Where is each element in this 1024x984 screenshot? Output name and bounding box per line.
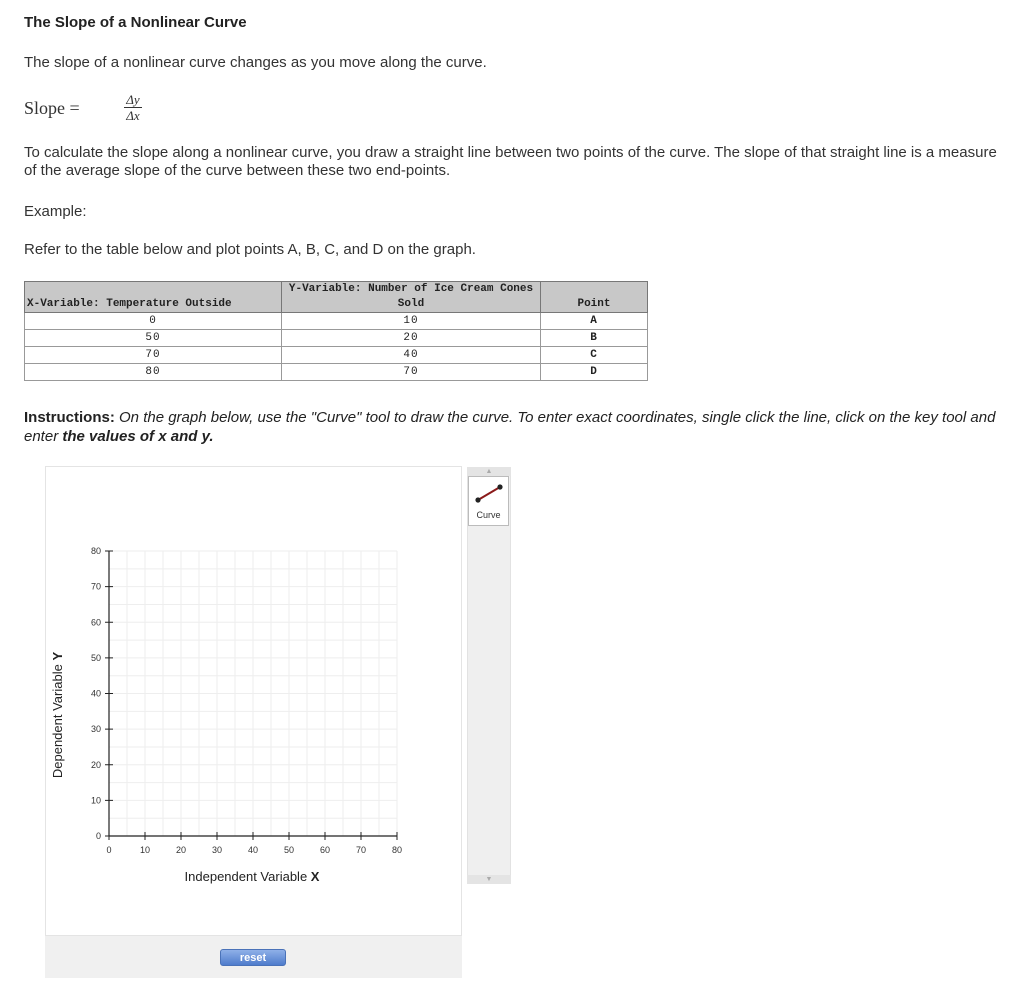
x-tick-label: 30 bbox=[211, 845, 223, 855]
x-tick-label: 70 bbox=[355, 845, 367, 855]
y-axis-label bbox=[50, 652, 65, 779]
table-header-x: X-Variable: Temperature Outside bbox=[25, 282, 282, 313]
intro-text: The slope of a nonlinear curve changes as you move along the curve. bbox=[24, 54, 487, 71]
curve-tool-label: Curve bbox=[476, 510, 501, 520]
x-tick-label: 10 bbox=[139, 845, 151, 855]
instructions-text: On the graph below, use the "Curve" tool to draw the curve. To enter exact coordinates, single click the line, click on the key tool and enter bbox=[24, 409, 996, 445]
table-header-y: Y-Variable: Number of Ice Cream Cones Sold bbox=[282, 282, 541, 313]
table-row bbox=[25, 364, 648, 381]
explanation-text: To calculate the slope along a nonlinear curve, you draw a straight line between two points of the curve. The slope of that straight line is a measure of the average slope of the curve between these two end-points. bbox=[24, 144, 997, 179]
table-cell-x: 0 bbox=[25, 313, 282, 330]
reset-button[interactable]: reset bbox=[220, 949, 286, 966]
table-cell-point: B bbox=[541, 330, 648, 347]
table-header-row bbox=[25, 282, 648, 313]
x-tick-label: 50 bbox=[283, 845, 295, 855]
table-cell-point: C bbox=[541, 347, 648, 364]
table-row bbox=[25, 347, 648, 364]
x-axis-label-text: Independent Variable bbox=[184, 869, 308, 884]
y-tick-label: 70 bbox=[90, 581, 101, 592]
table-cell-y: 70 bbox=[282, 364, 541, 381]
y-tick-label: 30 bbox=[90, 724, 101, 735]
instructions bbox=[24, 408, 999, 446]
x-tick-label: 80 bbox=[391, 845, 403, 855]
table-cell-y: 40 bbox=[282, 347, 541, 364]
formula-denominator: Δx bbox=[126, 108, 140, 123]
x-tick-label: 40 bbox=[247, 845, 259, 855]
x-tick-label: 60 bbox=[319, 845, 331, 855]
table-cell-x: 50 bbox=[25, 330, 282, 347]
page-title: The Slope of a Nonlinear Curve bbox=[24, 14, 247, 31]
curve-tool-button[interactable] bbox=[468, 476, 509, 526]
y-axis-label-text: Dependent Variable bbox=[50, 664, 65, 779]
formula-numerator: Δy bbox=[126, 92, 140, 107]
y-tick-label: 20 bbox=[90, 759, 101, 770]
table-cell-x: 80 bbox=[25, 364, 282, 381]
x-axis-label bbox=[185, 869, 320, 884]
data-table bbox=[24, 281, 648, 381]
x-tick-label: 20 bbox=[175, 845, 187, 855]
tool-palette bbox=[467, 467, 511, 883]
instructions-bold-end: the values of x and y. bbox=[62, 428, 214, 445]
x-tick-label: 0 bbox=[106, 845, 112, 855]
y-tick-label: 40 bbox=[90, 688, 101, 699]
toolbar-scroll-down-icon[interactable]: ▼ bbox=[467, 875, 511, 884]
formula-fraction bbox=[124, 92, 142, 123]
chart-ticks bbox=[91, 546, 402, 855]
toolbar-scroll-up-icon[interactable]: ▲ bbox=[467, 467, 511, 476]
table-cell-point: A bbox=[541, 313, 648, 330]
y-tick-label: 0 bbox=[95, 831, 101, 841]
x-axis-label-bold: X bbox=[310, 869, 320, 884]
y-tick-label: 50 bbox=[90, 652, 101, 663]
table-cell-y: 10 bbox=[282, 313, 541, 330]
example-label: Example: bbox=[24, 203, 87, 220]
table-header-point: Point bbox=[541, 282, 648, 313]
formula-label: Slope = bbox=[24, 98, 80, 118]
curve-tool-icon bbox=[469, 477, 508, 509]
table-row bbox=[25, 330, 648, 347]
table-cell-point: D bbox=[541, 364, 648, 381]
table-cell-y: 20 bbox=[282, 330, 541, 347]
y-tick-label: 60 bbox=[90, 617, 101, 628]
instructions-label: Instructions: bbox=[24, 409, 115, 426]
y-axis-label-bold: Y bbox=[50, 651, 65, 661]
table-cell-x: 70 bbox=[25, 347, 282, 364]
table-row bbox=[25, 313, 648, 330]
graph-chart[interactable] bbox=[45, 530, 462, 890]
y-tick-label: 80 bbox=[90, 546, 101, 556]
chart-grid bbox=[109, 551, 397, 836]
refer-text: Refer to the table below and plot points A, B, C, and D on the graph. bbox=[24, 241, 476, 258]
y-tick-label: 10 bbox=[90, 795, 101, 806]
